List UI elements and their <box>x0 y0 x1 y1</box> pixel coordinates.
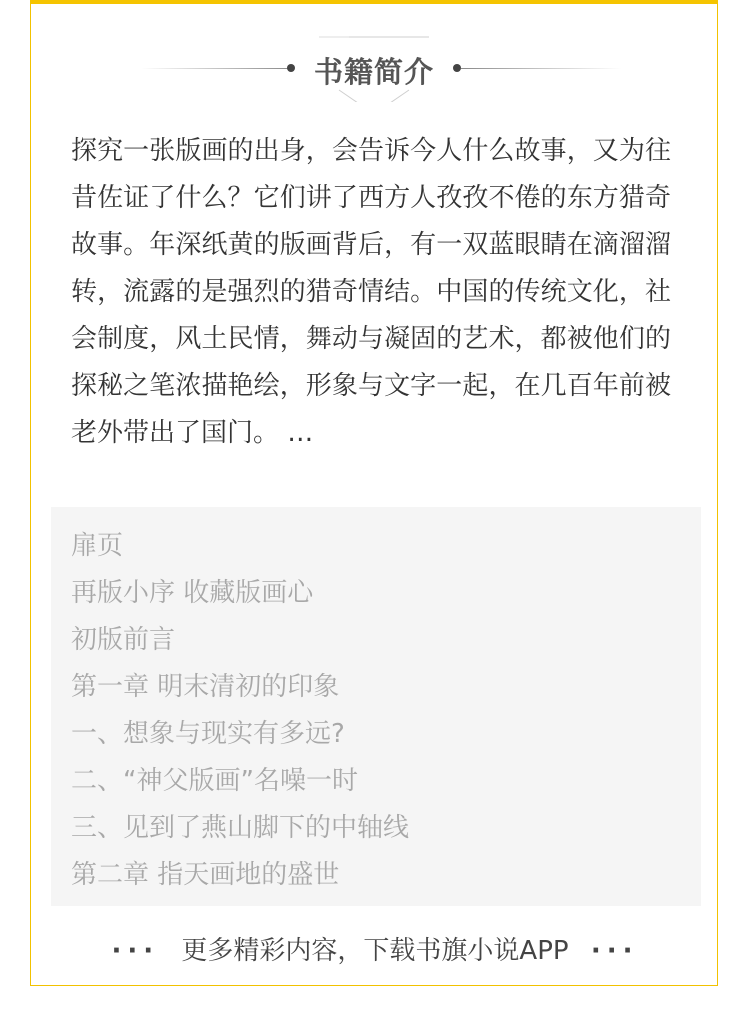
download-app-label: 更多精彩内容，下载书旗小说APP <box>181 936 569 966</box>
toc-item[interactable]: 三、见到了燕山脚下的中轴线 <box>71 813 410 843</box>
toc-item[interactable]: 扉页 <box>71 531 124 561</box>
toc-item[interactable]: 再版小序 收藏版画心 <box>71 578 314 608</box>
dots-right-icon: ··· <box>590 936 639 966</box>
toc-item[interactable]: 初版前言 <box>71 625 176 655</box>
download-app-banner[interactable] <box>31 928 719 974</box>
header-divider-right <box>461 68 621 69</box>
header-dot-right-icon <box>453 64 461 72</box>
header-title-frame <box>299 36 449 102</box>
header-divider-left <box>141 68 291 69</box>
book-intro-card <box>30 0 718 986</box>
book-description: 探究一张版画的出身，会告诉今人什么故事，又为往昔佐证了什么？它们讲了西方人孜孜不倦的东方猎奇故事。年深纸黄的版画背后，有一双蓝眼睛在滴溜溜转，流露的是强烈的猎奇情结。中国的传统文化，社会制度，风土民情，舞动与凝固的艺术，都被他们的探秘之笔浓描艳绘，形象与文字一起，在几百年前被老外带出了国门。 … <box>71 136 671 448</box>
toc-item[interactable]: 二、“神父版画”名噪一时 <box>71 766 358 796</box>
section-title: 书籍简介 <box>313 55 434 89</box>
toc-item[interactable]: 一、想象与现实有多远? <box>71 719 345 749</box>
toc-item[interactable]: 第一章 明末清初的印象 <box>71 672 340 702</box>
header-dot-left-icon <box>287 64 295 72</box>
section-header <box>31 26 719 106</box>
table-of-contents <box>51 507 701 906</box>
toc-item[interactable]: 第二章 指天画地的盛世 <box>71 860 340 890</box>
dots-left-icon: ··· <box>111 936 160 966</box>
